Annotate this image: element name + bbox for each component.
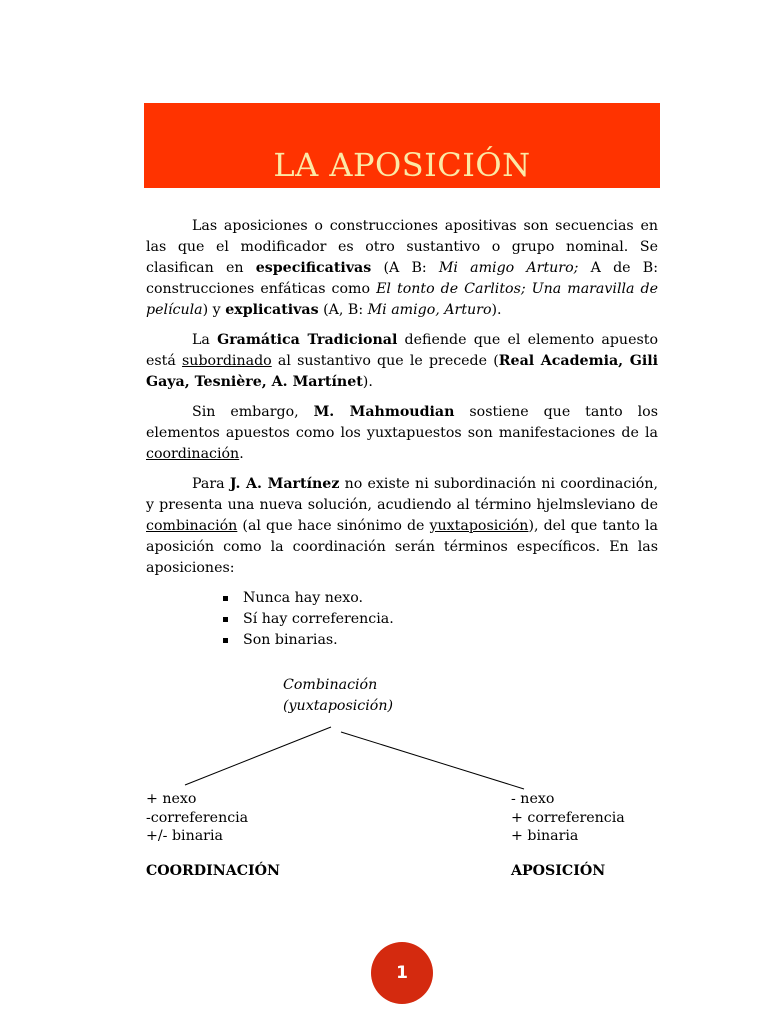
list-item: Sí hay correferencia. (219, 609, 658, 630)
paragraph-2: La Gramática Tradicional defiende que el elemento apuesto está subordinado al sustantivo que le precede (Real Academia, Gili Gaya, Tesnière, A. Martínet). (146, 332, 658, 390)
left-feature-3: +/- binaria (146, 828, 223, 844)
right-feature-2: + correferencia (511, 809, 625, 826)
right-branch-features (511, 790, 625, 846)
left-branch-title: COORDINACIÓN (146, 863, 280, 879)
paragraph-4: Para J. A. Martínez no existe ni subordinación ni coordinación, y presenta una nueva solución, acudiendo al término hjelmsleviano de combinación (al que hace sinónimo de yuxtaposición), del que tanto la aposición como la coordinación serán términos específicos. En las aposiciones: (146, 476, 658, 576)
page-title: LA APOSICIÓN (273, 146, 531, 184)
list-item: Son binarias. (219, 630, 658, 651)
paragraph-3: Sin embargo, M. Mahmoudian sostiene que tanto los elementos apuestos como los yuxtapuestos son manifestaciones de la coordinación. (146, 404, 658, 462)
right-branch-title: APOSICIÓN (511, 863, 606, 879)
diagram-root-line-1: Combinación (283, 677, 378, 693)
diagram-root-line-2: (yuxtaposición) (283, 698, 393, 714)
left-branch-line (185, 727, 331, 785)
left-feature-1: + nexo (146, 791, 197, 807)
page-number-badge: 1 (371, 942, 433, 1004)
list-item: Nunca hay nexo. (219, 588, 658, 609)
right-feature-1: - nexo (511, 791, 555, 807)
right-branch-line (341, 732, 524, 789)
right-feature-3: + binaria (511, 828, 579, 844)
left-branch-features (146, 790, 248, 846)
left-feature-2: -correferencia (146, 809, 249, 826)
paragraph-1: Las aposiciones o construcciones apositivas son secuencias en las que el modificador es otro sustantivo o grupo nominal. Se clasifican en especificativas (A B: Mi amigo Arturo; A de B: construcciones enfáticas como El tonto de Carlitos; Una maravilla de película) y explicativas (A, B: Mi amigo, Arturo). (146, 218, 658, 318)
